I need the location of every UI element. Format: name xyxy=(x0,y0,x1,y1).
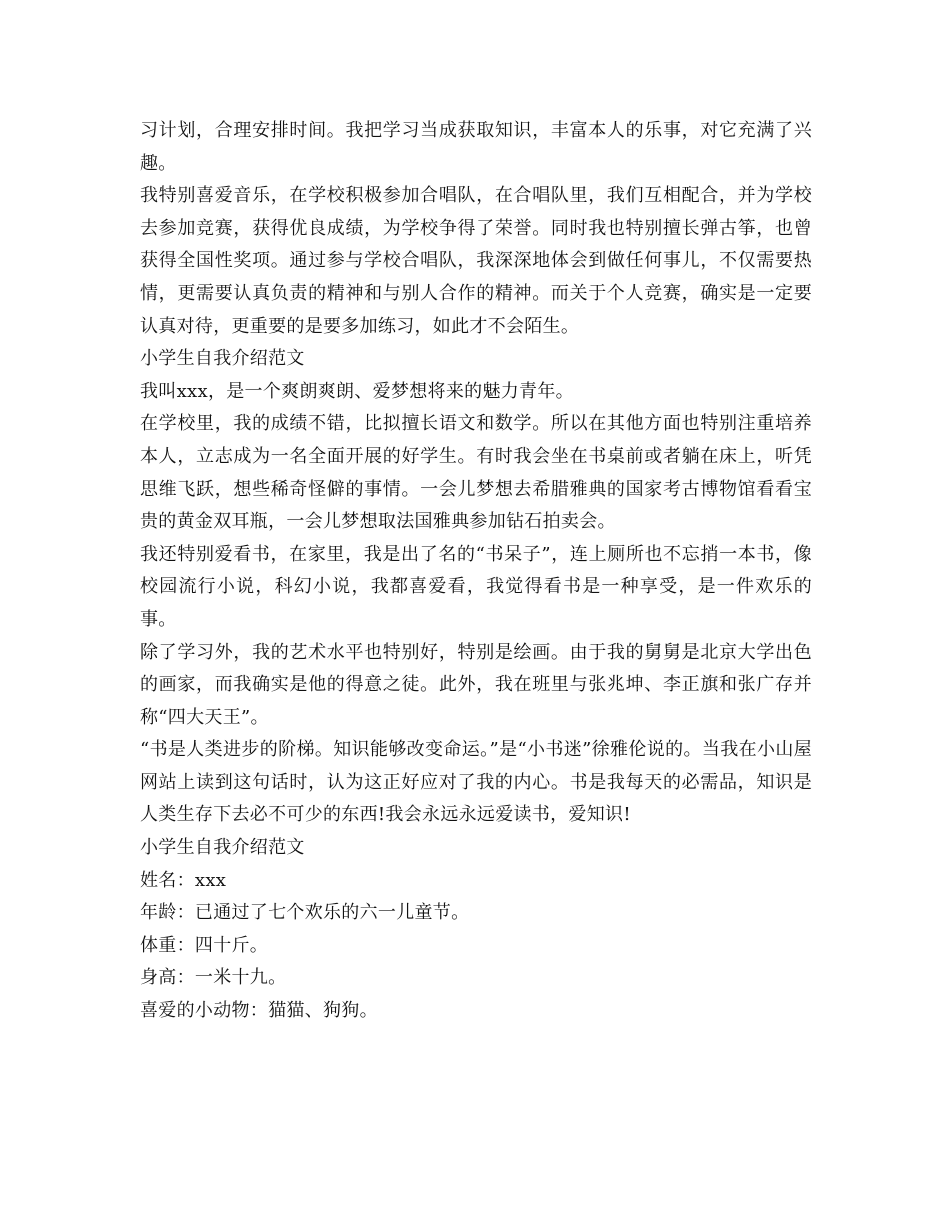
paragraph-school: 在学校里，我的成绩不错，比拟擅长语文和数学。所以在其他方面也特别注重培养本人，立志成为一名全面开展的好学生。有时我会坐在书桌前或者躺在床上，听凭思维飞跃，想些稀奇怪僻的事情。一会儿梦想去希腊雅典的国家考古博物馆看看宝贵的黄金双耳瓶，一会儿梦想取法国雅典参加钻石拍卖会。 xyxy=(140,413,812,533)
paragraph-quote: “书是人类进步的阶梯。知识能够改变命运。”是“小书迷”徐雅伦说的。当我在小山屋网站上读到这句话时，认为这正好应对了我的内心。书是我每天的必需品，知识是人类生存下去必不可少的东西!我会永远永远爱读书，爱知识! xyxy=(140,739,812,826)
paragraph-study-plan: 习计划，合理安排时间。我把学习当成获取知识，丰富本人的乐事，对它充满了兴趣。 xyxy=(140,120,812,174)
section-heading-1: 小学生自我介绍范文 xyxy=(140,348,305,370)
profile-weight: 体重：四十斤。 xyxy=(140,934,269,956)
section-heading-2: 小学生自我介绍范文 xyxy=(140,837,305,859)
paragraph-music: 我特别喜爱音乐，在学校积极参加合唱队，在合唱队里，我们互相配合，并为学校去参加竞赛，获得优良成绩，为学校争得了荣誉。同时我也特别擅长弹古筝，也曾获得全国性奖项。通过参与学校合唱队，我深深地体会到做任何事儿，不仅需要热情，更需要认真负责的精神和与别人合作的精神。而关于个人竞赛，确实是一定要认真对待，更重要的是要多加练习，如此才不会陌生。 xyxy=(140,185,812,337)
paragraph-intro-name: 我叫xxx，是一个爽朗爽朗、爱梦想将来的魅力青年。 xyxy=(140,380,574,402)
profile-age: 年龄：已通过了七个欢乐的六一儿童节。 xyxy=(140,902,470,924)
profile-height: 身高：一米十九。 xyxy=(140,967,287,989)
document-body xyxy=(140,115,812,1028)
profile-name: 姓名：xxx xyxy=(140,869,227,891)
paragraph-art: 除了学习外，我的艺术水平也特别好，特别是绘画。由于我的舅舅是北京大学出色的画家，而我确实是他的得意之徒。此外，我在班里与张兆坤、李正旗和张广存并称“四大天王”。 xyxy=(140,641,812,728)
profile-favorite-animals: 喜爱的小动物：猫猫、狗狗。 xyxy=(140,1000,378,1022)
paragraph-reading: 我还特别爱看书，在家里，我是出了名的“书呆子”，连上厕所也不忘捎一本书，像校园流行小说，科幻小说，我都喜爱看，我觉得看书是一种享受，是一件欢乐的事。 xyxy=(140,543,812,630)
